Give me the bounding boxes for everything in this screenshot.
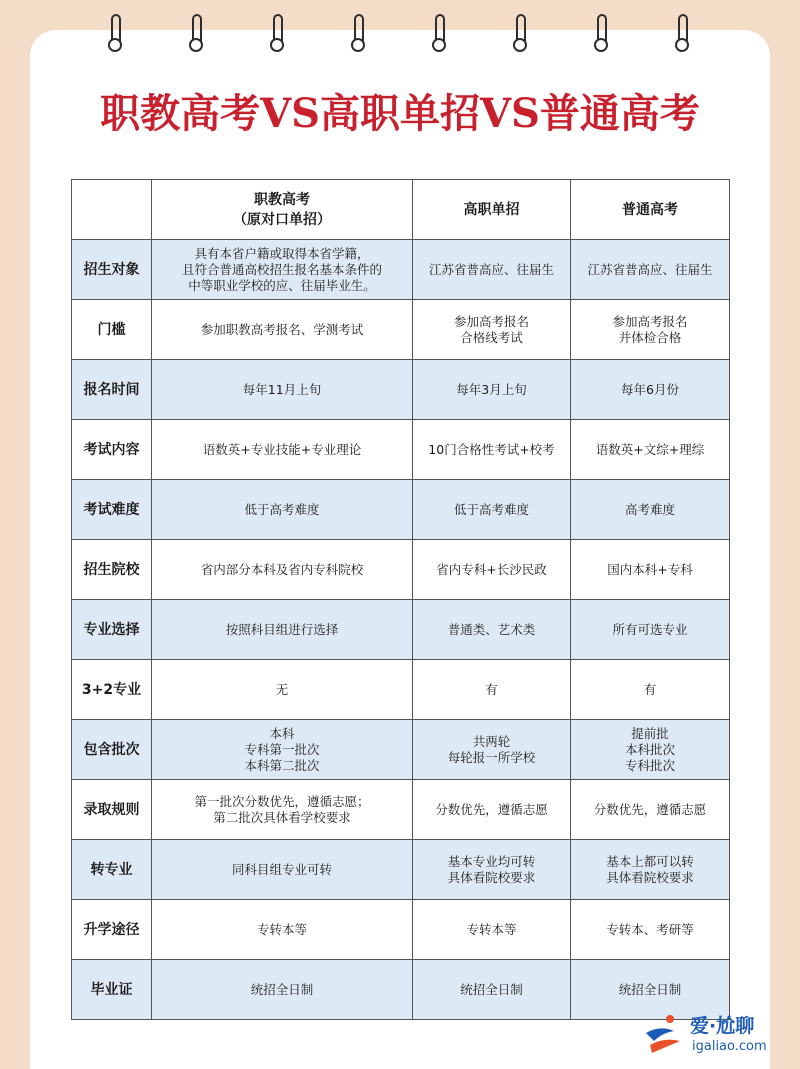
row-label: 毕业证 xyxy=(72,960,152,1020)
page-title: 职教高考VS高职单招VS普通高考 xyxy=(100,90,700,137)
cell-putong: 所有可选专业 xyxy=(571,600,730,660)
cell-danzhao: 普通类、艺术类 xyxy=(413,600,571,660)
table-row xyxy=(72,720,730,780)
cell-danzhao: 每年3月上旬 xyxy=(413,360,571,420)
binding-ring-icon xyxy=(351,14,365,58)
row-label: 转专业 xyxy=(72,840,152,900)
table-row xyxy=(72,900,730,960)
row-label: 门槛 xyxy=(72,300,152,360)
cell-danzhao: 江苏省普高应、往届生 xyxy=(413,240,571,300)
cell-danzhao: 基本专业均可转 具体看院校要求 xyxy=(413,840,571,900)
cell-zhijiao: 统招全日制 xyxy=(152,960,413,1020)
row-label: 考试内容 xyxy=(72,420,152,480)
binding-ring-icon xyxy=(432,14,446,58)
row-label: 招生院校 xyxy=(72,540,152,600)
row-label: 3+2专业 xyxy=(72,660,152,720)
table-row xyxy=(72,600,730,660)
cell-danzhao: 低于高考难度 xyxy=(413,480,571,540)
watermark-name: 爱·尬聊 xyxy=(690,1015,755,1037)
table-row xyxy=(72,300,730,360)
binding-ring-icon xyxy=(108,14,122,58)
cell-putong: 分数优先，遵循志愿 xyxy=(571,780,730,840)
cell-putong: 江苏省普高应、往届生 xyxy=(571,240,730,300)
table-row xyxy=(72,240,730,300)
row-label: 包含批次 xyxy=(72,720,152,780)
cell-zhijiao: 参加职教高考报名、学测考试 xyxy=(152,300,413,360)
table-row xyxy=(72,840,730,900)
cell-zhijiao: 语数英+专业技能+专业理论 xyxy=(152,420,413,480)
table-row xyxy=(72,360,730,420)
table-row xyxy=(72,420,730,480)
cell-zhijiao: 按照科目组进行选择 xyxy=(152,600,413,660)
watermark xyxy=(640,1005,790,1065)
cell-putong: 提前批 本科批次 专科批次 xyxy=(571,720,730,780)
cell-danzhao: 有 xyxy=(413,660,571,720)
cell-danzhao: 专转本等 xyxy=(413,900,571,960)
table-row xyxy=(72,540,730,600)
cell-danzhao: 参加高考报名 合格线考试 xyxy=(413,300,571,360)
cell-putong: 参加高考报名 并体检合格 xyxy=(571,300,730,360)
table-header-row xyxy=(72,180,730,240)
row-label: 升学途径 xyxy=(72,900,152,960)
binding-ring-icon xyxy=(594,14,608,58)
row-label: 报名时间 xyxy=(72,360,152,420)
cell-putong: 专转本、考研等 xyxy=(571,900,730,960)
cell-zhijiao: 同科目组专业可转 xyxy=(152,840,413,900)
cell-danzhao: 共两轮 每轮报一所学校 xyxy=(413,720,571,780)
cell-zhijiao: 具有本省户籍或取得本省学籍， 且符合普通高校招生报名基本条件的 中等职业学校的应、往届毕业生。 xyxy=(152,240,413,300)
row-label: 招生对象 xyxy=(72,240,152,300)
cell-zhijiao: 本科 专科第一批次 本科第二批次 xyxy=(152,720,413,780)
header-gaozhi-danzhao: 高职单招 xyxy=(413,180,571,240)
watermark-url: igaliao.com xyxy=(692,1039,767,1054)
spiral-binding xyxy=(0,14,800,64)
binding-ring-icon xyxy=(270,14,284,58)
cell-zhijiao: 第一批次分数优先，遵循志愿； 第二批次具体看学校要求 xyxy=(152,780,413,840)
binding-ring-icon xyxy=(513,14,527,58)
table-row xyxy=(72,780,730,840)
watermark-logo-icon xyxy=(640,1011,686,1057)
cell-danzhao: 统招全日制 xyxy=(413,960,571,1020)
header-zhijiao-gaokao: 职教高考 （原对口单招） xyxy=(152,180,413,240)
comparison-table xyxy=(71,179,730,1020)
header-corner xyxy=(72,180,152,240)
binding-ring-icon xyxy=(675,14,689,58)
cell-zhijiao: 省内部分本科及省内专科院校 xyxy=(152,540,413,600)
cell-danzhao: 分数优先，遵循志愿 xyxy=(413,780,571,840)
cell-putong: 基本上都可以转 具体看院校要求 xyxy=(571,840,730,900)
table-row xyxy=(72,960,730,1020)
header-putong-gaokao: 普通高考 xyxy=(571,180,730,240)
cell-zhijiao: 每年11月上旬 xyxy=(152,360,413,420)
cell-zhijiao: 低于高考难度 xyxy=(152,480,413,540)
row-label: 录取规则 xyxy=(72,780,152,840)
cell-putong: 国内本科+专科 xyxy=(571,540,730,600)
cell-danzhao: 10门合格性考试+校考 xyxy=(413,420,571,480)
binding-ring-icon xyxy=(189,14,203,58)
cell-danzhao: 省内专科+长沙民政 xyxy=(413,540,571,600)
cell-zhijiao: 无 xyxy=(152,660,413,720)
row-label: 考试难度 xyxy=(72,480,152,540)
cell-putong: 有 xyxy=(571,660,730,720)
cell-putong: 高考难度 xyxy=(571,480,730,540)
table-row xyxy=(72,660,730,720)
cell-zhijiao: 专转本等 xyxy=(152,900,413,960)
cell-putong: 每年6月份 xyxy=(571,360,730,420)
cell-putong: 统招全日制 xyxy=(571,960,730,1020)
table-row xyxy=(72,480,730,540)
row-label: 专业选择 xyxy=(72,600,152,660)
cell-putong: 语数英+文综+理综 xyxy=(571,420,730,480)
